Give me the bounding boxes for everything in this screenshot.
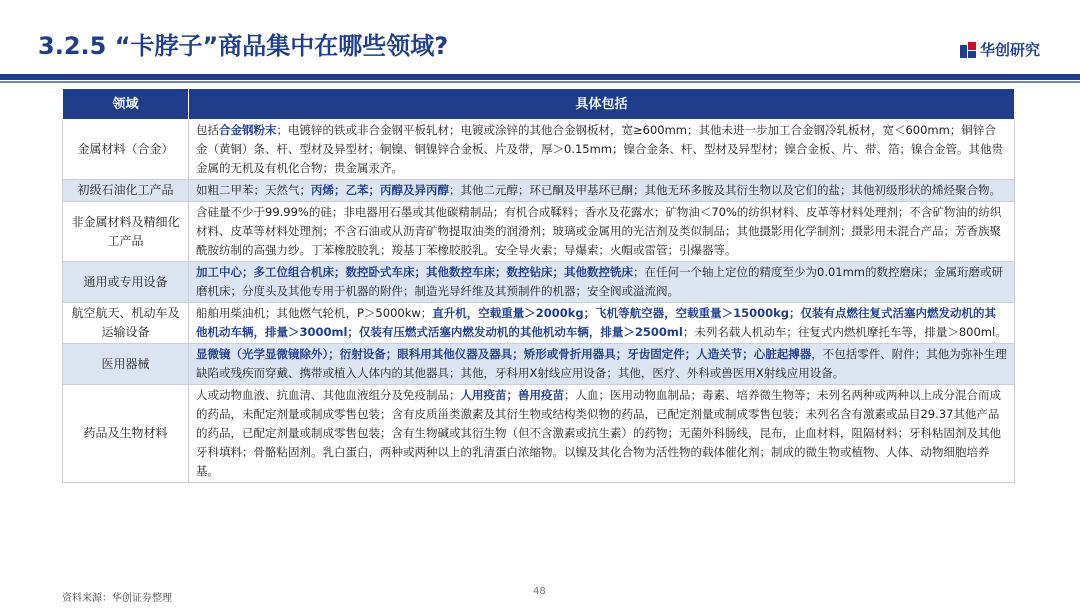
highlighted-text: 人用疫苗；兽用疫苗 (460, 388, 564, 402)
brand-logo (960, 39, 1040, 60)
detail-text: 如粗二甲苯；天然气； (196, 183, 311, 197)
highlighted-text: 丙烯；乙苯；丙醇及异丙醇 (311, 183, 449, 197)
detail-text: 船舶用柴油机；其他燃气轮机，P＞5000kw； (196, 306, 433, 320)
table-body (63, 120, 1015, 483)
row-category: 通用或专用设备 (63, 262, 189, 303)
table-row (63, 303, 1015, 344)
row-category: 航空航天、机动车及运输设备 (63, 303, 189, 344)
row-category: 金属材料（合金） (63, 120, 189, 180)
row-details (189, 344, 1015, 385)
table-row (63, 120, 1015, 180)
highlighted-text: 加工中心；多工位组合机床；数控卧式车床；其他数控车床；数控钻床；其他数控铣床 (196, 265, 633, 279)
header-divider-thin (0, 81, 1080, 83)
highlighted-text: 合金钢粉末 (219, 123, 277, 137)
table-row (63, 385, 1015, 483)
detail-text: ；电镀锌的铁或非合金钢平板轧材；电镀或涂锌的其他合金钢板材，宽≥600mm；其他未进一步加工合金钢冷轧板材，宽＜600mm；铜锌合金（黄铜）条、杆、型材及异型材；铜镍、铜镍锌合金板、片及带，厚＞0.15mm；镍合金条、杆、型材及异型材；镍合金板、片、带、箔；镍合金管。其他贵金属的无机及有机化合物；贵金属汞齐。 (196, 123, 1004, 175)
header-details: 具体包括 (189, 89, 1015, 120)
row-category: 初级石油化工产品 (63, 180, 189, 202)
header-divider (0, 74, 1080, 80)
detail-text: ；人血；医用动物血制品；毒素、培养微生物等；未列名两种或两种以上成分混合而成的药品，未配定剂量或制成零售包装；含有皮质甾类激素及其衍生物或结构类似物的药品，已配定剂量或制成零售包装；未列名含有激素或品目29.37其他产品的药品，已配定剂量或制成零售包装；含有生物碱或其衍生物（但不含激素或抗生素）的药物；无菌外科肠线，昆布，止血材料，阻隔材料；牙科粘固剂及其他牙科填料；骨骼粘固剂。乳白蛋白，两种或两种以上的乳清蛋白浓缩物。以镍及其化合物为活性物的载体催化剂；制成的微生物或植物、人体、动物细胞培养基。 (196, 388, 1001, 478)
detail-text: 人或动物血液、抗血清、其他血液组分及免疫制品； (196, 388, 461, 402)
table-row (63, 344, 1015, 385)
detail-text: 包括 (196, 123, 219, 137)
table-row (63, 180, 1015, 202)
highlighted-text: 显微镜（光学显微镜除外）；衍射设备；眼科用其他仪器及器具；矫形或骨折用器具；牙齿固定件；人造关节；心脏起搏器 (196, 347, 812, 361)
row-category: 医用器械 (63, 344, 189, 385)
detail-text: ；未列名载人机动车；往复式内燃机摩托车等，排量＞800ml。 (682, 325, 1007, 339)
detail-text: 含硅量不少于99.99%的硅；非电器用石墨或其他碳精制品；有机合成鞣料；香水及花露水；矿物油＜70%的纺织材料、皮革等材料处理剂；不含矿物油的纺织材料、皮革等材料处理剂；不含石油或从沥青矿物提取油类的润滑剂；玻璃或金属用的光洁剂及类似制品；其他摄影用化学制剂；摄影用未混合产品；芳香族聚酰胺纺制的高强力纱。丁苯橡胶胶乳；羧基丁苯橡胶胶乳。安全导火索；导爆索；火帽或雷管；引爆器等。 (196, 205, 1002, 257)
category-table (62, 88, 1015, 483)
row-details (189, 385, 1015, 483)
highlighted-text: 直升机，空载重量＞2000kg；飞机等航空器，空载重量＞15000kg；仅装有点燃往复式活塞内燃发动机的其他机动车辆，排量＞3000ml；仅装有压燃式活塞内燃发动机的其他机动车辆，排量＞2500ml (196, 306, 997, 339)
table-row (63, 202, 1015, 262)
row-details (189, 262, 1015, 303)
logo-icon (960, 42, 976, 58)
detail-text: ，不包括零件、附件；其他为弥补生理缺陷或残疾而穿戴、携带或植入人体内的其他器具；其他，牙科用X射线应用设备；其他，医疗、外科或兽医用X射线应用设备。 (196, 347, 1007, 380)
row-details (189, 180, 1015, 202)
row-details (189, 202, 1015, 262)
page-title: 3.2.5 “卡脖子”商品集中在哪些领域? (38, 32, 449, 60)
detail-text: ；在任何一个轴上定位的精度至少为0.01mm的数控磨床；金属珩磨或研磨机床；分度头及其他专用于机器的附件；制造光导纤维及其预制件的机器；安全阀或溢流阀。 (196, 265, 1004, 298)
row-details (189, 303, 1015, 344)
row-category: 非金属材料及精细化工产品 (63, 202, 189, 262)
table-header-row (63, 89, 1015, 120)
page-number: 48 (533, 586, 546, 597)
row-category: 药品及生物材料 (63, 385, 189, 483)
logo-text: 华创研究 (979, 41, 1040, 59)
detail-text: ；其他二元醇；环已酮及甲基环已酮；其他无环多胺及其衍生物以及它们的盐；其他初级形状的烯烃聚合物。 (449, 183, 1001, 197)
row-details (189, 120, 1015, 180)
table-row (63, 262, 1015, 303)
header-domain: 领域 (63, 89, 189, 120)
source-note: 资料来源：华创证券整理 (62, 593, 172, 604)
